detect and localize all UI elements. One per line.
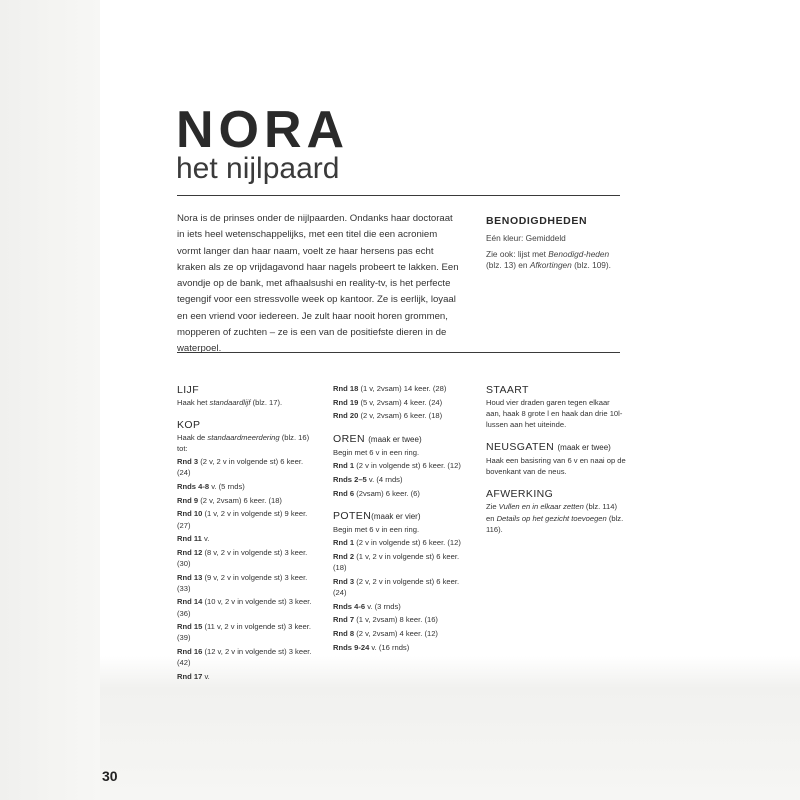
pattern-row: Rnd 18 (1 v, 2vsam) 14 keer. (28): [333, 384, 447, 393]
kop-intro: Haak de standaardmeerdering (blz. 16) tot:: [177, 433, 310, 454]
materials-box: [486, 215, 616, 276]
poten-start: Begin met 6 v in een ring.: [333, 525, 420, 535]
section-heading-neusgaten: NEUSGATEN (maak er twee): [486, 441, 611, 454]
page-subtitle: het nijlpaard: [176, 152, 340, 185]
section-heading-lijf: LIJF: [177, 384, 200, 396]
pattern-row: Rnd 10 (1 v, 2 v in volgende st) 9 keer. (27): [177, 509, 308, 530]
materials-color-line: Eén kleur: Gemiddeld: [486, 233, 566, 243]
pattern-row: Rnd 8 (2 v, 2vsam) 4 keer. (12): [333, 628, 438, 638]
pattern-row: Rnd 15 (11 v, 2 v in volgende st) 3 keer. (39): [177, 622, 311, 643]
pattern-row: Rnd 12 (8 v, 2 v in volgende st) 3 keer. (30): [177, 547, 308, 568]
pattern-row: Rnds 4-6 v. (3 rnds): [333, 601, 401, 611]
materials-heading: BENODIGDHEDEN: [486, 215, 588, 227]
section-heading-oren: OREN (maak er twee): [333, 433, 422, 446]
pattern-row: Rnds 9-24 v. (16 rnds): [333, 642, 410, 652]
pattern-row: Rnd 2 (1 v, 2 v in volgende st) 6 keer. (18): [333, 552, 460, 573]
pattern-row: Rnds 4-8 v. (5 rnds): [177, 482, 245, 492]
section-heading-kop: KOP: [177, 419, 201, 432]
page-number: 30: [102, 768, 118, 784]
pattern-row: Rnd 1 (2 v in volgende st) 6 keer. (12): [333, 461, 461, 471]
pattern-row: Rnd 1 (2 v in volgende st) 6 keer. (12): [333, 538, 461, 548]
pattern-column-1: [177, 383, 317, 685]
afwerking-instruction: Zie Vullen en in elkaar zetten (blz. 114) en Details op het gezicht toevoegen (blz. 116).: [486, 502, 624, 534]
middle-divider: [177, 352, 620, 353]
section-heading-afwerking: AFWERKING: [486, 488, 554, 501]
intro-paragraph: Nora is de prinses onder de nijlpaarden. Ondanks haar doctoraat in iets heel wetenschappelijks, met een titel die een acroniem vormt langer dan haar naam, voelt ze haar hersens pas echt kraken als ze op vrijdagavond haar nagels probeert te lakken. Een avondje op de bank, met afhaalsushi en reality-tv, is het perfecte tegengif voor een stressvolle week op kantoor. Ze is eerlijk, loyaal en een vriend voor iedereen. Je zult haar nooit horen grommen, mopperen of zuchten – ze is een van de positiefste dieren in de waterpoel.: [177, 213, 459, 355]
pattern-row: Rnd 6 (2vsam) 6 keer. (6): [333, 488, 420, 498]
pattern-row: Rnd 9 (2 v, 2vsam) 6 keer. (18): [177, 495, 282, 505]
pattern-column-3: [486, 383, 626, 537]
pattern-row: Rnd 20 (2 v, 2vsam) 6 keer. (18): [333, 411, 443, 421]
pattern-row: Rnd 13 (9 v, 2 v in volgende st) 3 keer. (33): [177, 572, 308, 593]
page-gutter: [0, 0, 100, 800]
lijf-instruction: Haak het standaardlijf (blz. 17).: [177, 398, 283, 407]
pattern-row: Rnd 17 v.: [177, 671, 210, 681]
oren-start: Begin met 6 v in een ring.: [333, 448, 420, 458]
pattern-row: Rnd 16 (12 v, 2 v in volgende st) 3 keer. (42): [177, 647, 312, 668]
pattern-row: Rnd 3 (2 v, 2 v in volgende st) 6 keer. (24): [333, 576, 460, 597]
section-heading-staart: STAART: [486, 384, 529, 396]
pattern-row: Rnd 11 v.: [177, 534, 210, 544]
page-title: NORA: [176, 101, 350, 159]
neusgaten-instruction: Haak een basisring van 6 v en naai op de bovenkant van de neus.: [486, 456, 626, 477]
pattern-row: Rnds 2–5 v. (4 rnds): [333, 474, 403, 484]
section-heading-poten: POTEN(maak er vier): [333, 510, 421, 523]
pattern-column-2: [333, 383, 473, 655]
staart-instruction: Houd vier draden garen tegen elkaar aan, haak 8 grote l en haak dan drie 10l-lussen aan het uiteinde.: [486, 398, 623, 430]
pattern-row: Rnd 7 (1 v, 2vsam) 8 keer. (16): [333, 615, 438, 625]
pattern-row: Rnd 19 (5 v, 2vsam) 4 keer. (24): [333, 397, 443, 407]
pattern-row: Rnd 3 (2 v, 2 v in volgende st) 6 keer. (24): [177, 457, 304, 478]
materials-see-also: Zie ook: lijst met Benodigd-heden (blz. 13) en Afkortingen (blz. 109).: [486, 249, 611, 270]
top-divider: [177, 195, 620, 196]
pattern-row: Rnd 14 (10 v, 2 v in volgende st) 3 keer. (36): [177, 597, 312, 618]
